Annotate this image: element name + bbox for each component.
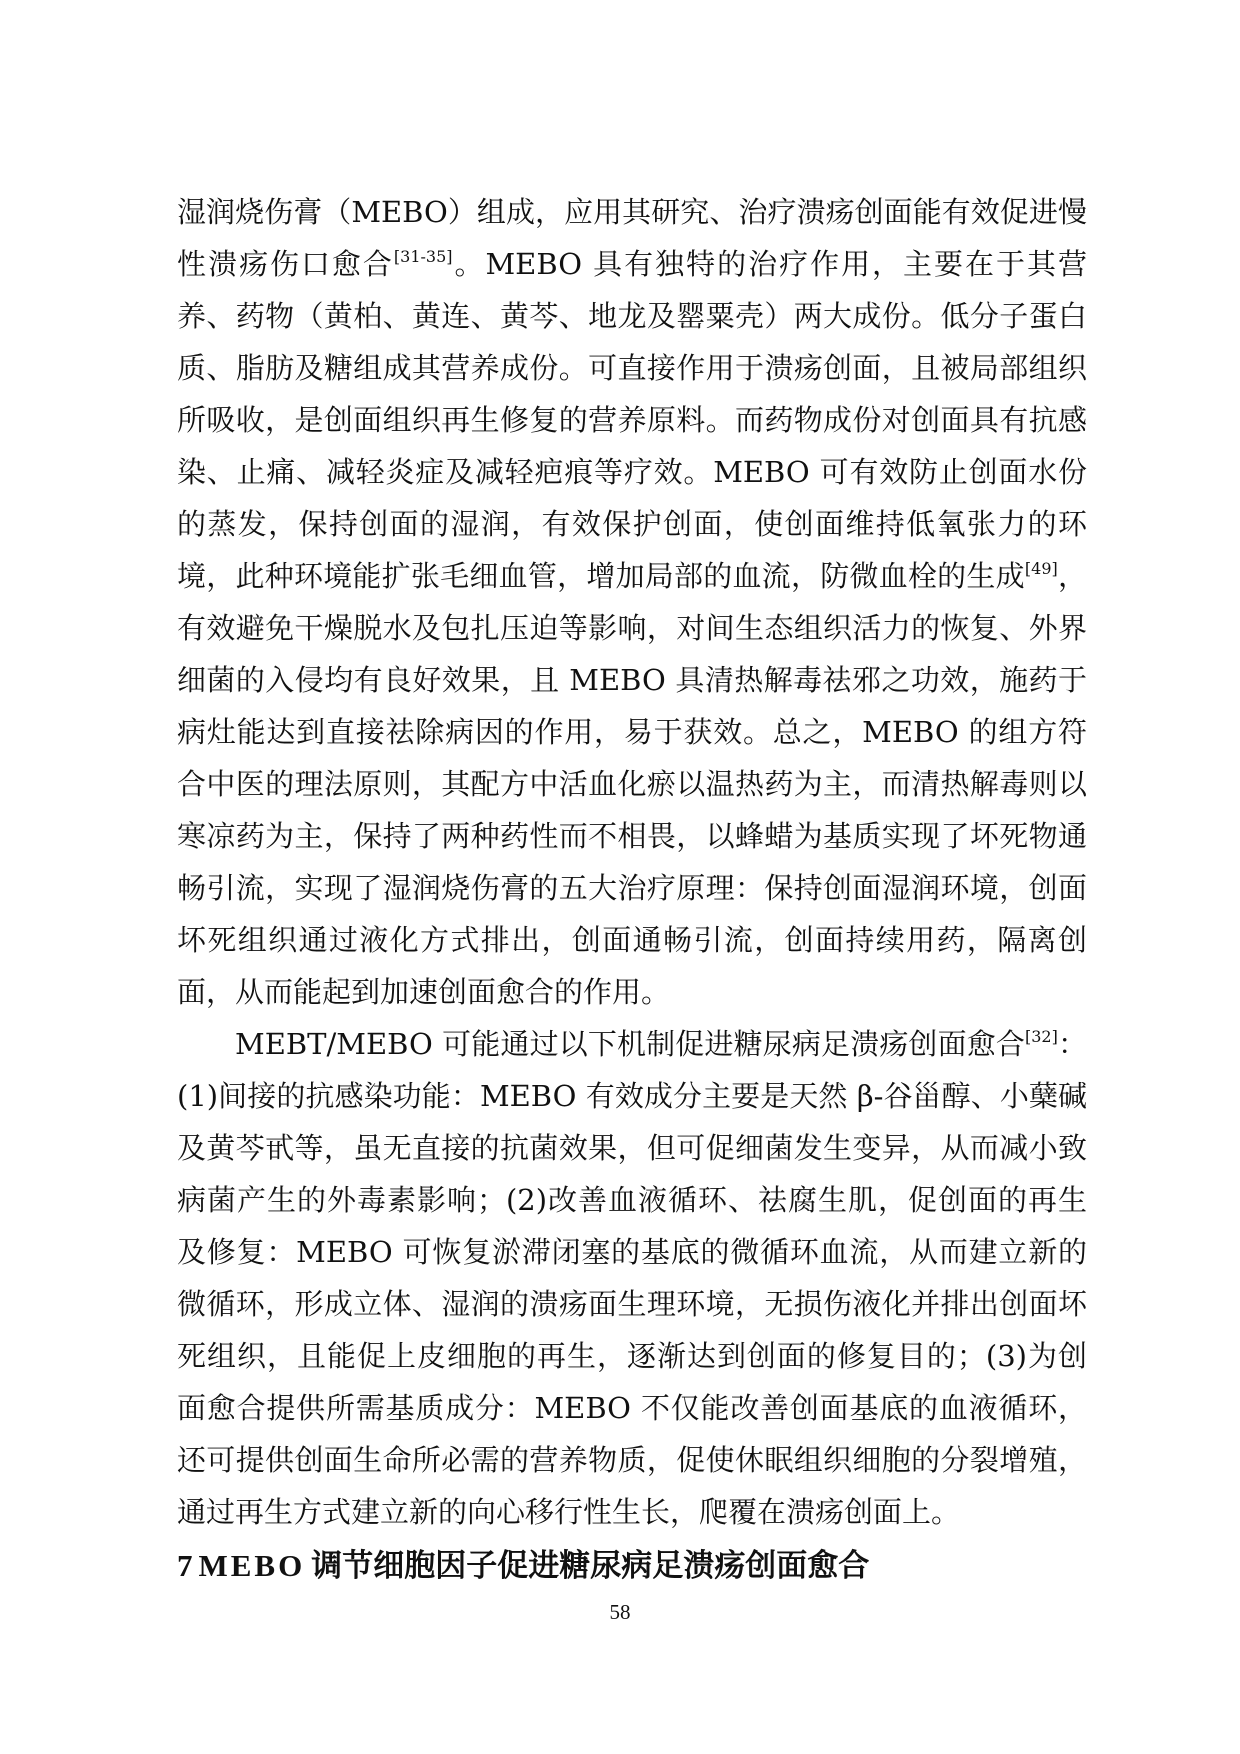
- citation: [49]: [1024, 559, 1058, 578]
- paragraph-text: 湿润烧伤膏（MEBO）组成，应用其研究、治疗溃疡创面能有效促进慢性溃疡伤口愈合: [177, 195, 1087, 281]
- section-number: 7: [177, 1548, 193, 1583]
- citation: [32]: [1025, 1027, 1058, 1046]
- paragraph-mebo-composition: [177, 186, 1087, 1018]
- paragraph-mechanisms: [177, 1018, 1087, 1538]
- paragraph-text: MEBT/MEBO 可能通过以下机制促进糖尿病足溃疡创面愈合: [235, 1027, 1025, 1061]
- citation: [31-35]: [393, 247, 453, 266]
- page-number: 58: [609, 1600, 631, 1624]
- section-heading-abbrev: MEBO: [198, 1548, 306, 1583]
- paragraph-text: 。MEBO 具有独特的治疗作用，主要在于其营养、药物（黄柏、黄连、黄芩、地龙及罂粟壳）两大成份。低分子蛋白质、脂肪及糖组成其营养成份。可直接作用于溃疡创面，且被局部组织所吸收，是创面组织再生修复的营养原料。而药物成份对创面具有抗感染、止痛、减轻炎症及减轻疤痕等疗效。MEBO 可有效防止创面水份的蒸发，保持创面的湿润，有效保护创面，使创面维持低氧张力的环境，此种环境能扩张毛细血管，增加局部的血流，防微血栓的生成: [177, 247, 1087, 593]
- section-heading-text: 调节细胞因子促进糖尿病足溃疡创面愈合: [311, 1548, 870, 1584]
- paragraph-text: ：(1)间接的抗感染功能：MEBO 有效成分主要是天然 β-谷甾醇、小蘖碱及黄芩甙等，虽无直接的抗菌效果，但可促细菌发生变异，从而减小致病菌产生的外毒素影响；(2)改善血液循环、祛腐生肌，促创面的再生及修复：MEBO 可恢复淤滞闭塞的基底的微循环血流，从而建立新的微循环，形成立体、湿润的溃疡面生理环境，无损伤液化并排出创面坏死组织，且能促上皮细胞的再生，逐渐达到创面的修复目的；(3)为创面愈合提供所需基质成分：MEBO 不仅能改善创面基底的血液循环，还可提供创面生命所必需的营养物质，促使休眠组织细胞的分裂增殖，通过再生方式建立新的向心移行性生长，爬覆在溃疡创面上。: [177, 1027, 1087, 1529]
- section-heading: [177, 1540, 1087, 1592]
- paragraph-text: ，有效避免干燥脱水及包扎压迫等影响，对间生态组织活力的恢复、外界细菌的入侵均有良好效果，且 MEBO 具清热解毒祛邪之功效，施药于病灶能达到直接祛除病因的作用，易于获效。总之，MEBO 的组方符合中医的理法原则，其配方中活血化瘀以温热药为主，而清热解毒则以寒凉药为主，保持了两种药性而不相畏，以蜂蜡为基质实现了坏死物通畅引流，实现了湿润烧伤膏的五大治疗原理：保持创面湿润环境，创面坏死组织通过液化方式排出，创面通畅引流，创面持续用药，隔离创面，从而能起到加速创面愈合的作用。: [177, 559, 1087, 1009]
- body-text: [177, 186, 1087, 1592]
